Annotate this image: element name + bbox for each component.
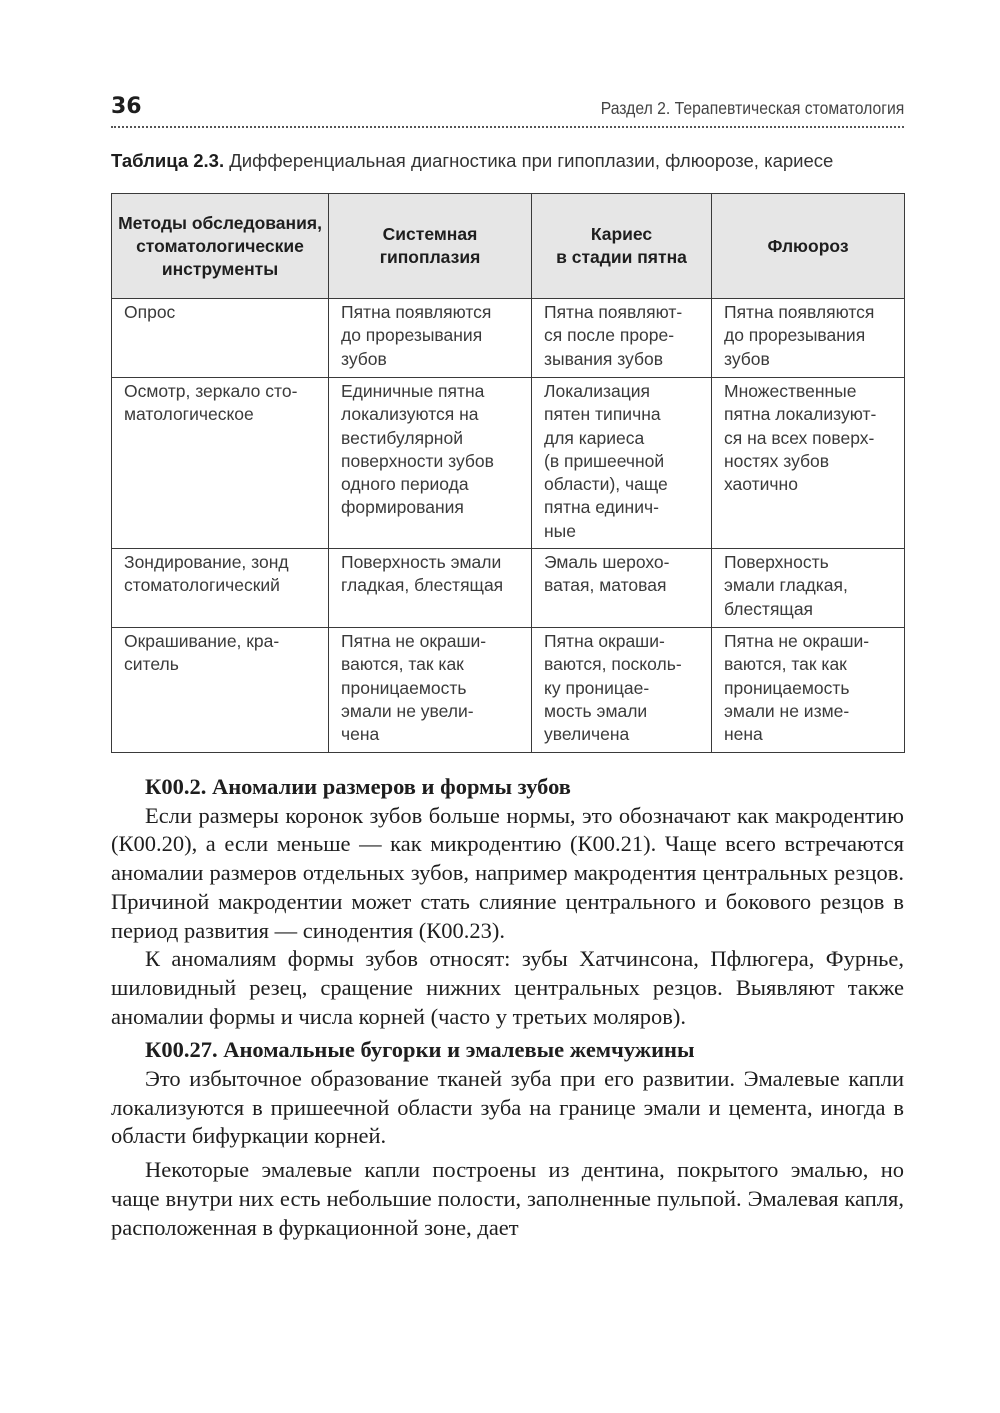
cell-fluorosis: Множественные пятна локализуют- ся на всех поверх- ностях зубов хаотично xyxy=(712,378,905,549)
cell-caries: Пятна появляют- ся после проре- зывания зубов xyxy=(532,299,712,378)
column-header-caries: Кариес в стадии пятна xyxy=(532,194,712,299)
column-header-fluorosis: Флюороз xyxy=(712,194,905,299)
table-caption-label: Таблица 2.3. xyxy=(111,150,225,171)
body-text xyxy=(111,773,904,1242)
running-header xyxy=(111,92,904,128)
section-title: Раздел 2. Терапевтическая стоматология xyxy=(600,98,904,118)
cell-method: Зондирование, зонд стоматологический xyxy=(112,549,329,628)
table-row xyxy=(112,549,905,628)
column-header-methods: Методы обследования, стоматологические инструменты xyxy=(112,194,329,299)
page-number: 36 xyxy=(111,94,142,119)
table-caption-text: Дифференциальная диагностика при гипоплазии, флюорозе, кариесе xyxy=(229,150,834,171)
cell-method: Опрос xyxy=(112,299,329,378)
cell-caries: Эмаль шерохо- ватая, матовая xyxy=(532,549,712,628)
cell-hypoplasia: Поверхность эмали гладкая, блестящая xyxy=(329,549,532,628)
column-header-hypoplasia: Системная гипоплазия xyxy=(329,194,532,299)
cell-caries: Пятна окраши- ваются, посколь- ку проницае- мость эмали увеличена xyxy=(532,628,712,753)
cell-hypoplasia: Единичные пятна локализуются на вестибулярной поверхности зубов одного периода формирования xyxy=(329,378,532,549)
table-row xyxy=(112,299,905,378)
cell-caries: Локализация пятен типична для кариеса (в пришеечной области), чаще пятна единич- ные xyxy=(532,378,712,549)
table-row xyxy=(112,378,905,549)
paragraph: Это избыточное образование тканей зуба при его развитии. Эмалевые капли локализуются в пришеечной области зуба на границе эмали и цемента, иногда в области бифуркации корней. xyxy=(111,1066,904,1149)
table-row xyxy=(112,628,905,753)
section-heading: К00.27. Аномальные бугорки и эмалевые жемчужины xyxy=(145,1037,695,1063)
table-caption xyxy=(111,150,904,172)
cell-fluorosis: Пятна не окраши- ваются, так как проницаемость эмали не изме- нена xyxy=(712,628,905,753)
section-heading: К00.2. Аномалии размеров и формы зубов xyxy=(145,774,571,799)
cell-method: Осмотр, зеркало сто- матологическое xyxy=(112,378,329,549)
cell-fluorosis: Пятна появляются до прорезывания зубов xyxy=(712,299,905,378)
cell-hypoplasia: Пятна появляются до прорезывания зубов xyxy=(329,299,532,378)
paragraph: К аномалиям формы зубов относят: зубы Хатчинсона, Пфлюгера, Фурнье, шиловидный резец, сращение нижних центральных резцов. Выявляют также аномалии формы и числа корней (часто у третьих моляров). xyxy=(111,946,904,1029)
paragraph: Некоторые эмалевые капли построены из дентина, покрытого эмалью, но чаще внутри них есть небольшие полости, заполненные пульпой. Эмалевая капля, расположенная в фуркационной зоне, дает xyxy=(111,1157,904,1240)
table-header-row xyxy=(112,194,905,299)
cell-method: Окрашивание, кра- ситель xyxy=(112,628,329,753)
paragraph: Если размеры коронок зубов больше нормы, это обозначают как макродентию (К00.20), а если меньше — как микродентию (К00.21). Чаще всего встречаются аномалии размеров отдельных зубов, например макродентия центральных резцов. Причиной макродентии может стать слияние центрального и бокового резцов в период развития — синодентия (К00.23). xyxy=(111,802,904,943)
cell-hypoplasia: Пятна не окраши- ваются, так как проницаемость эмали не увели- чена xyxy=(329,628,532,753)
differential-diagnosis-table xyxy=(111,193,905,753)
cell-fluorosis: Поверхность эмали гладкая, блестящая xyxy=(712,549,905,628)
